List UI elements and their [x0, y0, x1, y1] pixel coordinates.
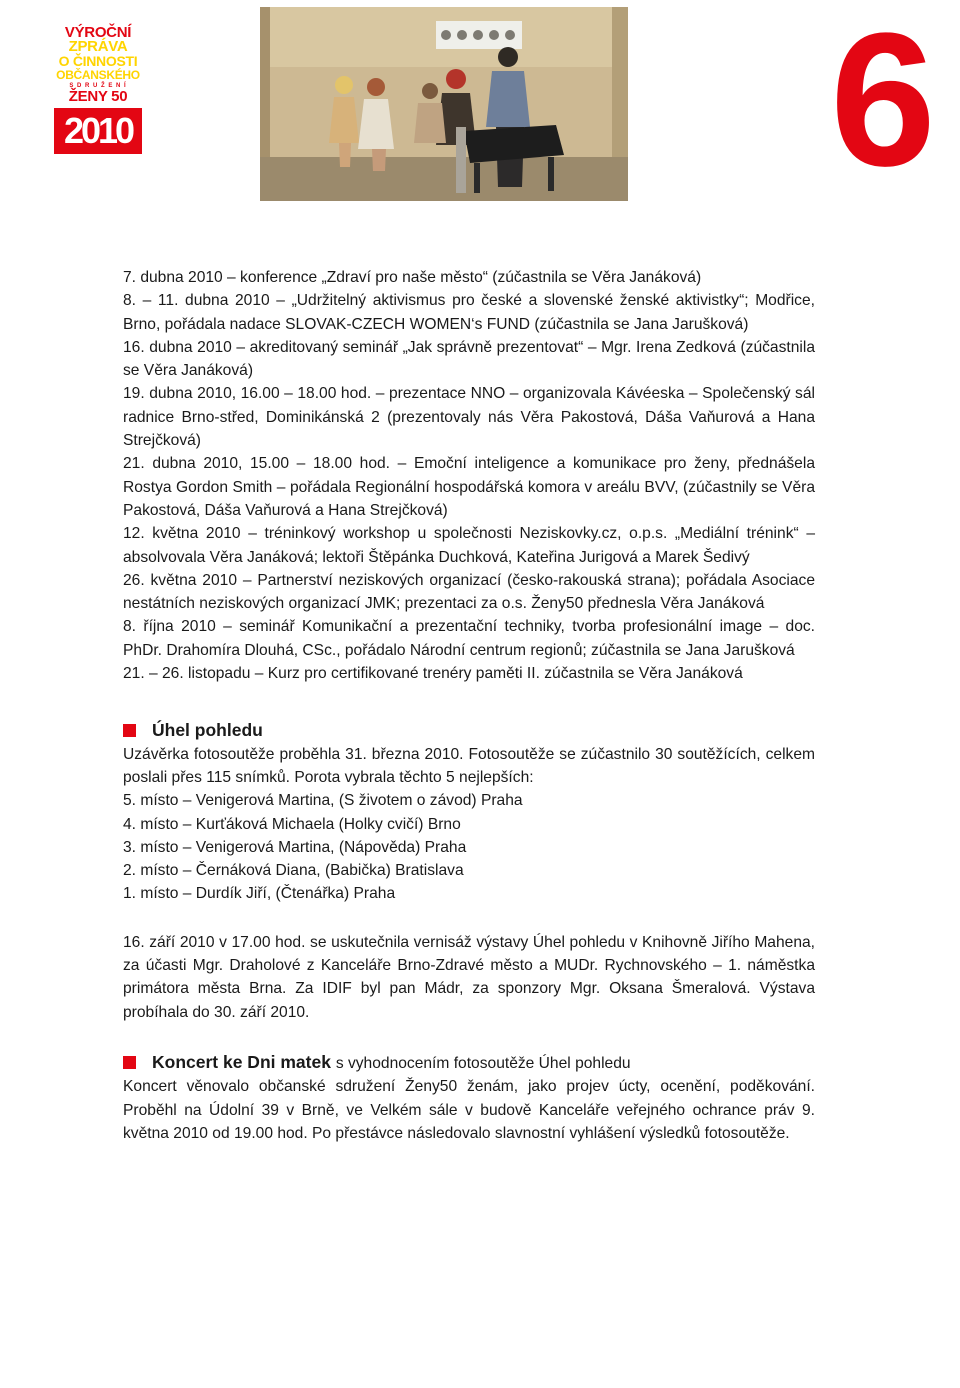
event-photo: [260, 7, 628, 201]
page-number: 6: [830, 0, 930, 206]
logo-year: 2010: [54, 108, 142, 154]
annual-report-logo: [54, 26, 142, 154]
red-square-bullet-icon: [123, 724, 136, 737]
event-item: 8. – 11. dubna 2010 – „Udržitelný aktivismus pro české a slovenské ženské aktivistky“; Modřice, Brno, pořádala nadace SLOVAK-CZECH WOMEN‘s FUND (zúčastnila se Jana Jarušková): [123, 292, 815, 333]
logo-line-5: S D R U Ž E N Í: [69, 83, 127, 89]
section-heading-uhel-pohledu: [123, 719, 815, 742]
logo-line-3: O ČINNOSTI: [58, 53, 138, 69]
logo-line-1: VÝROČNÍ: [64, 24, 132, 41]
section-title: Úhel pohledu: [152, 720, 263, 741]
winner-item: 5. místo – Venigerová Martina, (S životem o závod) Praha: [123, 792, 523, 810]
winner-item: 1. místo – Durdík Jiří, (Čtenářka) Praha: [123, 885, 396, 903]
winner-item: 2. místo – Černáková Diana, (Babička) Bratislava: [123, 862, 464, 880]
winner-item: 3. místo – Venigerová Martina, (Nápověda) Praha: [123, 838, 467, 856]
winner-item: 4. místo – Kurťáková Michaela (Holky cvičí) Brno: [123, 815, 461, 833]
logo-line-6: ŽENY 50: [68, 88, 128, 105]
exhibition-paragraph: 16. září 2010 v 17.00 hod. se uskutečnila vernisáž výstavy Úhel pohledu v Knihovně Jiřího Mahena, za účasti Mgr. Draholové z Kanceláře Brno-Zdravé město a MUDr. Rychnovského – 1. náměstka primátora města Brna. Za IDIF byl pan Mádr, za sponzory Mgr. Oksana Šmeralová. Výstava probíhala do 30. září 2010.: [123, 933, 815, 1021]
event-item: 16. dubna 2010 – akreditovaný seminář „Jak správně prezentovat“ – Mgr. Irena Zedková (zúčastnila se Věra Janáková): [123, 338, 815, 380]
event-item: 26. května 2010 – Partnerství neziskových organizací (česko-rakouská strana); pořádala Asociace nestátních neziskových organizací JMK; prezentaci za o.s. Ženy50 přednesla Věra Janáková: [123, 571, 815, 613]
event-item: 12. května 2010 – tréninkový workshop u společnosti Neziskovky.cz, o.p.s. „Mediální trénink“ – absolvovala Věra Janáková; lektoři Štěpánka Duchková, Kateřina Jurigová a Marek Šedivý: [123, 525, 815, 566]
section-subtitle: s vyhodnocením fotosoutěže Úhel pohledu: [335, 1054, 631, 1072]
event-item: 19. dubna 2010, 16.00 – 18.00 hod. – prezentace NNO – organizovala Kávéeska – Společenský sál radnice Brno-střed, Dominikánská 2 (prezentovaly nás Věra Pakostová, Dáša Vaňurová a Hana Strejčková): [123, 385, 815, 450]
event-item: 7. dubna 2010 – konference „Zdraví pro naše město“ (zúčastnila se Věra Janáková): [123, 269, 702, 286]
concert-paragraph: Koncert věnovalo občanské sdružení Ženy50 ženám, jako projev úcty, ocenění, poděkování. Proběhl na Údolní 39 v Brně, ve Velkém sále v budově Kanceláře veřejného ochrance práv 9. května 2010 od 19.00 hod. Po přestávce následovalo slavnostní vyhlášení výsledků fotosoutěže.: [123, 1078, 815, 1142]
report-body: [123, 266, 815, 1145]
red-square-bullet-icon: [123, 1056, 136, 1069]
section-heading-koncert: [123, 1051, 815, 1075]
logo-line-2: ZPRÁVA: [68, 38, 128, 55]
event-photo-illustration: [260, 7, 628, 201]
event-item: 8. října 2010 – seminář Komunikační a prezentační techniky, tvorba profesionální image – doc. PhDr. Drahomíra Dlouhá, CSc., pořádalo Národní centrum regionů; zúčastnila se Jana Jarušková: [123, 618, 815, 659]
section-intro: Uzávěrka fotosoutěže proběhla 31. března 2010. Fotosoutěže se zúčastnilo 30 soutěžících, celkem poslali přes 115 snímků. Porota vybrala těchto 5 nejlepších:: [123, 745, 815, 786]
section-title: Koncert ke Dni matek: [152, 1051, 331, 1072]
logo-line-4: OBČANSKÉHO: [56, 68, 140, 82]
event-item: 21. – 26. listopadu – Kurz pro certifikované trenéry paměti II. zúčastnila se Věra Janáková: [123, 665, 743, 683]
event-item: 21. dubna 2010, 15.00 – 18.00 hod. – Emoční inteligence a komunikace pro ženy, přednášela Rostya Gordon Smith – pořádala Regionální hospodářská komora v areálu BVV, (zúčastnily se Věra Pakostová, Dáša Vaňurová a Hana Strejčková): [123, 455, 815, 519]
